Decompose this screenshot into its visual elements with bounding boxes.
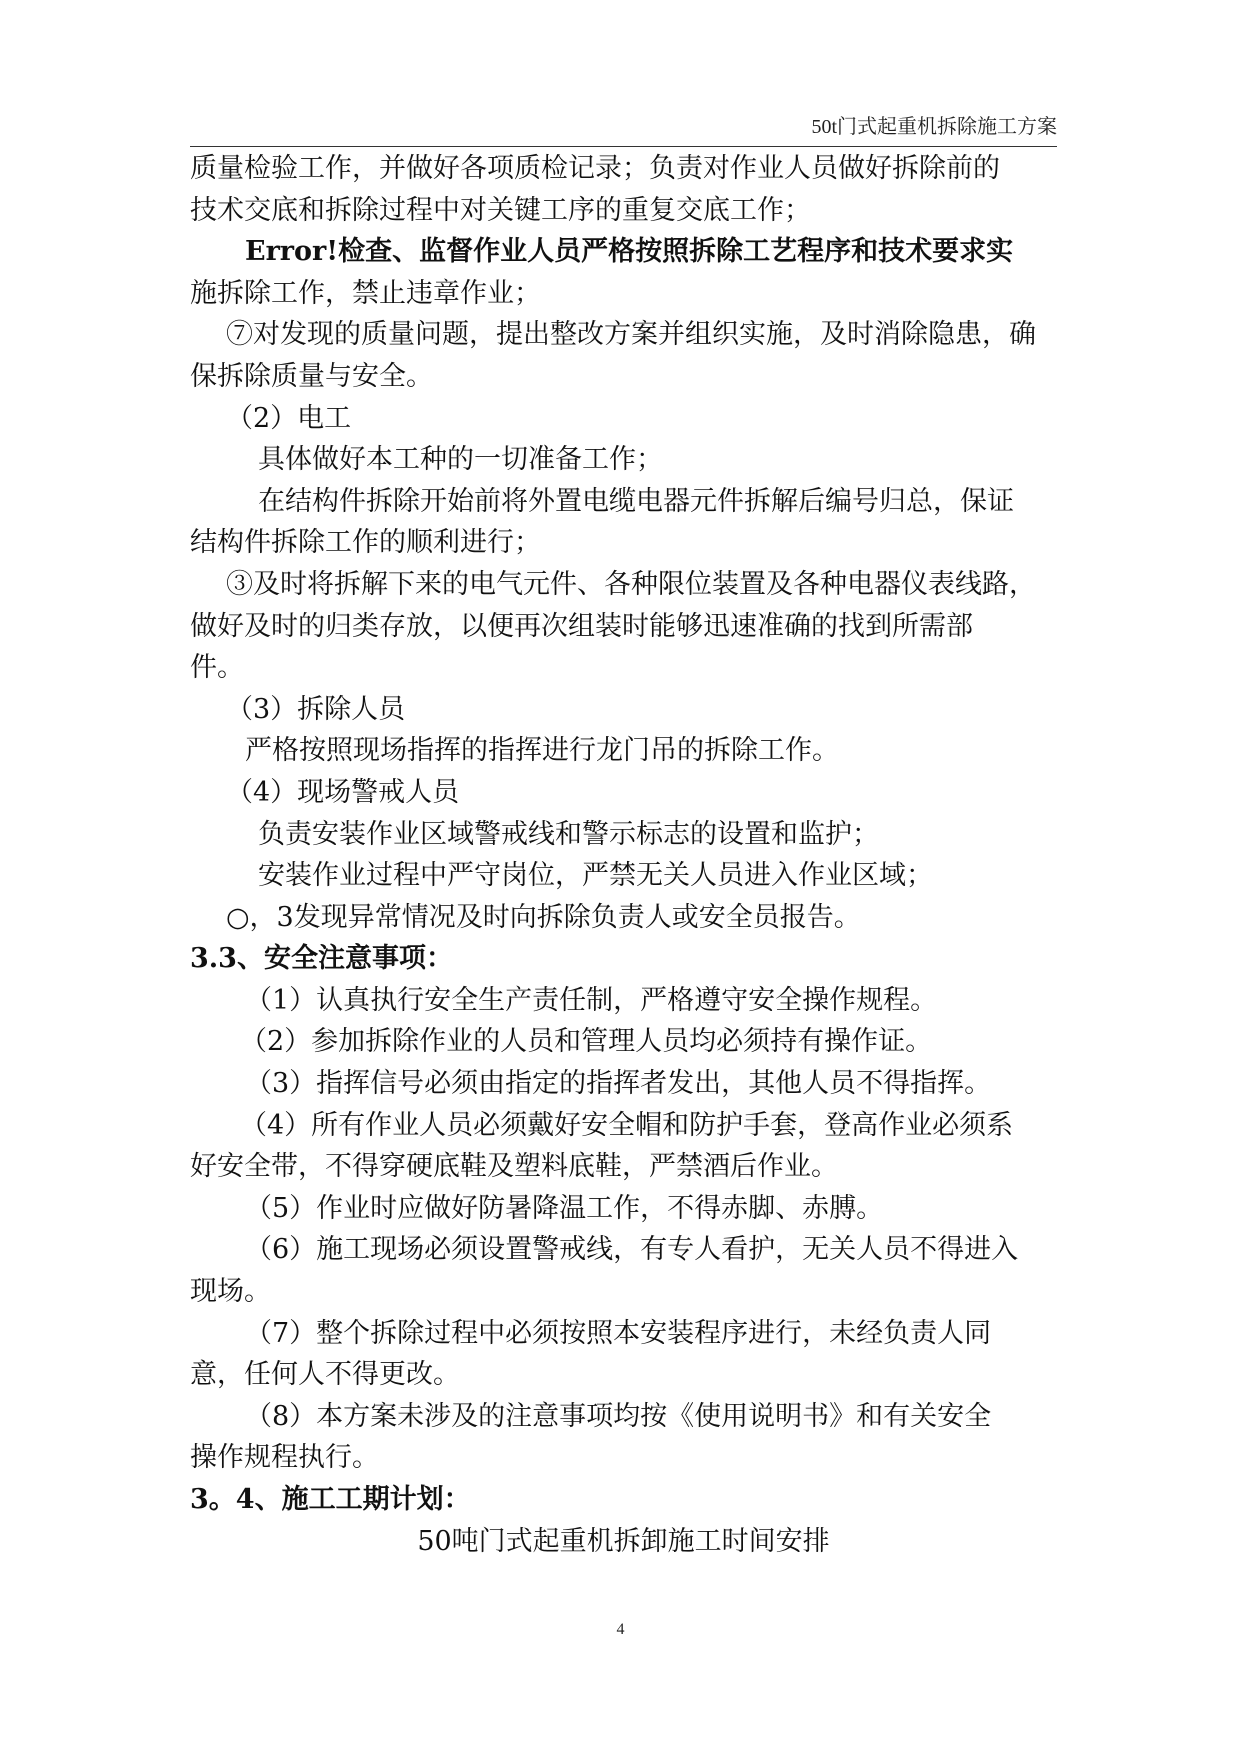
- text-line: 做好及时的归类存放，以便再次组装时能够迅速准确的找到所需部: [190, 610, 973, 642]
- running-header: 50t门式起重机拆除施工方案: [811, 116, 1057, 138]
- text-line: 3.3、安全注意事项：: [190, 943, 453, 975]
- text-line: 技术交底和拆除过程中对关键工序的重复交底工作；: [190, 194, 811, 226]
- text-line: （2）参加拆除作业的人员和管理人员均必须持有操作证。: [240, 1026, 933, 1058]
- text-line: 50吨门式起重机拆卸施工时间安排: [417, 1525, 830, 1557]
- text-line: （6）施工现场必须设置警戒线，有专人看护，无关人员不得进入: [245, 1234, 1019, 1266]
- text-line: 操作规程执行。: [190, 1442, 379, 1474]
- text-line: ③及时将拆解下来的电气元件、各种限位装置及各种电器仪表线路，: [226, 568, 1036, 600]
- text-line: 结构件拆除工作的顺利进行；: [190, 527, 541, 559]
- text-line: （4）现场警戒人员: [226, 776, 460, 808]
- text-line: （2）电工: [226, 402, 352, 434]
- text-line: 严格按照现场指挥的指挥进行龙门吊的拆除工作。: [245, 735, 839, 767]
- text-line: 3。4、施工工期计划：: [190, 1484, 471, 1515]
- text-line: Error!检查、监督作业人员严格按照拆除工艺程序和技术要求实: [245, 236, 1014, 268]
- text-line: 意，任何人不得更改。: [190, 1359, 460, 1391]
- text-line: （5）作业时应做好防暑降温工作，不得赤脚、赤膊。: [245, 1192, 884, 1224]
- header-divider: [190, 146, 1057, 147]
- text-line: （1）认真执行安全生产责任制，严格遵守安全操作规程。: [245, 984, 938, 1016]
- text-line: （4）所有作业人员必须戴好安全帽和防护手套，登高作业必须系: [240, 1109, 1014, 1141]
- text-line: ⑦对发现的质量问题，提出整改方案并组织实施，及时消除隐患，确: [226, 319, 1036, 351]
- text-line: 安装作业过程中严守岗位，严禁无关人员进入作业区域；: [258, 860, 933, 892]
- text-line: 质量检验工作，并做好各项质检记录；负责对作业人员做好拆除前的: [190, 153, 1000, 184]
- text-line: ○，3发现异常情况及时向拆除负责人或安全员报告。: [226, 901, 861, 933]
- text-line: （8）本方案未涉及的注意事项均按《使用说明书》和有关安全: [245, 1400, 992, 1432]
- text-line: 件。: [190, 652, 244, 684]
- text-line: 具体做好本工种的一切准备工作；: [258, 444, 663, 476]
- text-line: （7）整个拆除过程中必须按照本安装程序进行，未经负责人同: [245, 1317, 992, 1349]
- document-body: [190, 148, 1057, 1562]
- text-line: 现场。: [190, 1276, 271, 1308]
- text-line: （3）拆除人员: [226, 693, 406, 725]
- text-line: 在结构件拆除开始前将外置电缆电器元件拆解后编号归总，保证: [258, 485, 1014, 517]
- text-line: 保拆除质量与安全。: [190, 360, 433, 392]
- text-line: （3）指挥信号必须由指定的指挥者发出，其他人员不得指挥。: [245, 1068, 992, 1100]
- text-line: 施拆除工作，禁止违章作业；: [190, 277, 541, 309]
- page-number: 4: [616, 1621, 625, 1638]
- text-line: 好安全带，不得穿硬底鞋及塑料底鞋，严禁酒后作业。: [190, 1151, 838, 1183]
- text-line: 负责安装作业区域警戒线和警示标志的设置和监护；: [258, 818, 879, 850]
